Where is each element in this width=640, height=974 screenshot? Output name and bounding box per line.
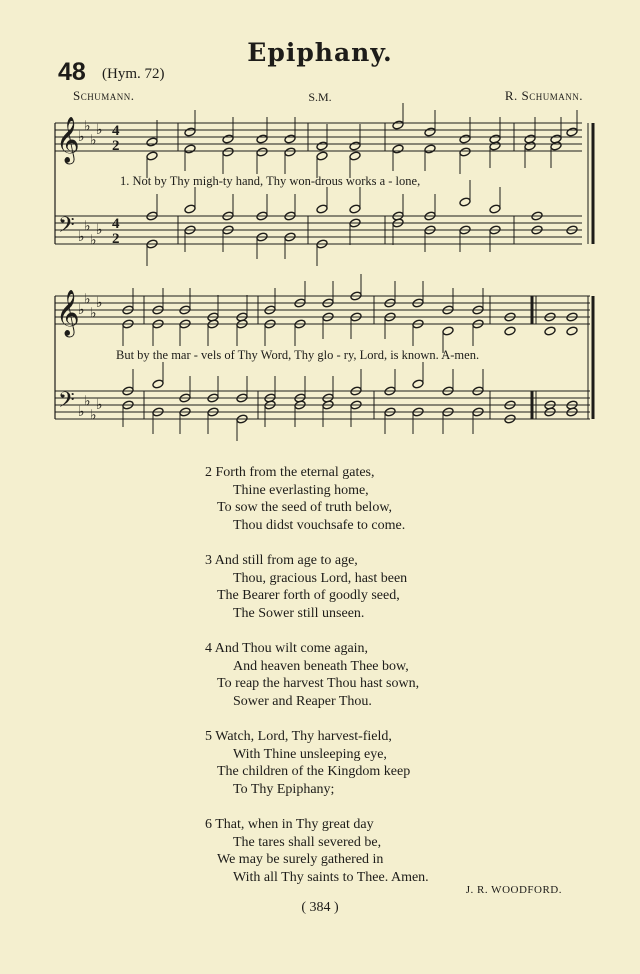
note — [222, 147, 234, 157]
note — [412, 379, 424, 389]
note — [544, 326, 556, 336]
flat-sign: ♭ — [84, 218, 91, 235]
meter: S.M. — [308, 90, 332, 104]
note — [392, 120, 404, 130]
verse-line: Sower and Reaper Thou. — [233, 693, 372, 709]
hymn-reference: (Hym. 72) — [102, 66, 165, 82]
note — [146, 137, 158, 147]
flat-sign: ♭ — [96, 397, 103, 413]
note — [489, 204, 501, 214]
verses — [205, 464, 429, 904]
flat-sign: ♭ — [90, 305, 97, 322]
lyrics-line-2: But by the mar - vels of Thy Word, Thy glo - ry, Lord, is known. A-men. — [116, 348, 480, 362]
flat-sign: ♭ — [78, 129, 85, 145]
author: J. R. WOODFORD. — [465, 884, 562, 896]
verse-line: To Thy Epiphany; — [233, 781, 335, 797]
flat-sign: ♭ — [96, 122, 103, 138]
time-signature: 4 — [112, 216, 120, 232]
note — [222, 134, 234, 144]
verse-line: Thou, gracious Lord, hast been — [233, 570, 408, 586]
stanza-3 — [205, 552, 429, 622]
flat-sign: ♭ — [78, 302, 85, 318]
verse-line: With Thine unsleeping eye, — [233, 746, 387, 762]
verse-line: To reap the harvest Thou hast sown, — [217, 676, 420, 691]
flat-sign: ♭ — [84, 118, 91, 135]
note — [349, 141, 361, 151]
flat-sign: ♭ — [90, 132, 97, 149]
note — [152, 379, 164, 389]
note — [316, 204, 328, 214]
note — [424, 127, 436, 137]
tune-name: Schumann. — [73, 88, 135, 103]
note — [459, 197, 471, 207]
note — [316, 141, 328, 151]
flat-sign: ♭ — [84, 291, 91, 308]
note — [459, 134, 471, 144]
time-signature: 4 — [112, 123, 120, 139]
stanza-5 — [205, 728, 429, 798]
flat-sign: ♭ — [96, 295, 103, 311]
verse-line: Thou didst vouchsafe to come. — [233, 517, 406, 533]
treble-clef: 𝄞 — [56, 117, 80, 163]
hymn-number: 48 — [58, 58, 86, 86]
verse-line: Thine everlasting home, — [233, 482, 369, 498]
note — [184, 127, 196, 137]
flat-sign: ♭ — [78, 229, 85, 245]
verse-line: 5 Watch, Lord, Thy harvest-field, — [205, 729, 392, 744]
flat-sign: ♭ — [96, 222, 103, 238]
note — [442, 326, 454, 336]
page-title: Epiphany. — [247, 38, 393, 67]
stanza-4 — [205, 640, 429, 710]
flat-sign: ♭ — [90, 232, 97, 249]
verse-line: 2 Forth from the eternal gates, — [205, 465, 375, 480]
treble-clef: 𝄞 — [56, 290, 80, 336]
verse-line: 6 That, when in Thy great day — [205, 817, 374, 832]
verse-line: The children of the Kingdom keep — [217, 764, 411, 779]
verse-line: We may be surely gathered in — [217, 852, 384, 867]
stanza-2 — [205, 464, 429, 534]
flat-sign: ♭ — [90, 407, 97, 424]
verse-line: 4 And Thou wilt come again, — [205, 641, 369, 656]
note — [284, 134, 296, 144]
page-number: ( 384 ) — [301, 900, 339, 915]
note — [459, 147, 471, 157]
note — [184, 144, 196, 154]
note — [349, 204, 361, 214]
note — [256, 147, 268, 157]
time-signature: 2 — [112, 231, 120, 247]
verse-line: The Sower still unseen. — [233, 605, 365, 621]
bass-clef: 𝄢 — [58, 388, 75, 418]
verse-line: With all Thy saints to Thee. Amen. — [233, 869, 429, 885]
note — [424, 144, 436, 154]
note — [504, 326, 516, 336]
stanza-6 — [205, 816, 429, 886]
note — [284, 147, 296, 157]
verse-line: To sow the seed of truth below, — [217, 500, 393, 515]
flat-sign: ♭ — [84, 393, 91, 410]
bass-clef: 𝄢 — [58, 213, 75, 243]
note — [349, 151, 361, 161]
note — [392, 144, 404, 154]
note — [146, 151, 158, 161]
flat-sign: ♭ — [78, 404, 85, 420]
verse-line: And heaven beneath Thee bow, — [233, 658, 409, 674]
verse-line: The tares shall severed be, — [233, 834, 382, 850]
composer: R. Schumann. — [504, 88, 583, 103]
note — [566, 127, 578, 137]
verse-line: The Bearer forth of goodly seed, — [217, 588, 400, 603]
note — [316, 151, 328, 161]
note — [256, 134, 268, 144]
note — [566, 326, 578, 336]
lyrics-line-1: 1. Not by Thy migh-ty hand, Thy won-drous works a - lone, — [120, 174, 421, 188]
note — [184, 204, 196, 214]
verse-line: 3 And still from age to age, — [205, 553, 358, 568]
time-signature: 2 — [112, 138, 120, 154]
